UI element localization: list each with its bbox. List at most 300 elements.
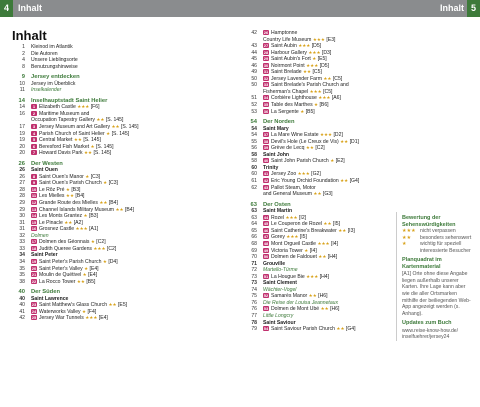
grid-reference: [C3]	[90, 173, 101, 180]
entry-text: Saint Lawrence	[31, 295, 69, 302]
rating-stars-icon: ★	[65, 186, 70, 192]
poi-number-badge: 18	[31, 245, 37, 251]
entry-text: Trinity	[263, 164, 279, 171]
entry-text: Pallot Steam, Motor	[271, 184, 316, 191]
grid-reference: [D1]	[349, 138, 359, 145]
poi-number-badge: 23	[31, 302, 37, 308]
rating-stars-icon: ★★★	[75, 226, 88, 232]
poi-number-badge: 54	[263, 326, 269, 332]
grid-reference: [E4]	[98, 315, 108, 322]
page-number: 40	[19, 295, 25, 302]
entry-title	[263, 191, 333, 198]
page-number: 42	[251, 30, 257, 36]
page-number: 53	[251, 108, 257, 115]
entry-text: Saint Mary	[263, 125, 289, 132]
grid-reference: [B3]	[88, 213, 98, 220]
entry-text: Country Life Museum	[263, 36, 312, 43]
page-number: 54	[251, 132, 257, 139]
rating-stars-icon: ★	[300, 108, 305, 114]
grid-reference: [F4]	[87, 308, 97, 315]
page-number: 68	[251, 240, 257, 247]
rating-stars-icon: ★★	[76, 278, 85, 284]
page-number: 56	[251, 145, 257, 152]
entry-text: Howard Davis Park	[39, 150, 83, 157]
entry-text: Unsere Lieblingsorte	[31, 57, 78, 64]
rating-description: nicht verpassen	[420, 228, 456, 235]
entry-text: Harbour Gallery	[271, 49, 307, 56]
page-number: 63	[251, 208, 257, 215]
poi-number-badge: 7	[32, 150, 36, 156]
poi-number-badge: 35	[263, 102, 269, 108]
rating-stars-icon: ★	[330, 158, 335, 164]
page-number: 62	[251, 184, 257, 191]
page-number: 45	[251, 56, 257, 63]
grid-reference: [I2]	[298, 214, 307, 221]
rating-stars-icon: ★★	[65, 193, 74, 199]
rating-stars-icon: ★★★	[93, 245, 106, 251]
poi-number-badge: 33	[263, 82, 269, 88]
rating-stars-icon: ★	[106, 130, 111, 136]
poi-number-badge: 15	[31, 219, 37, 225]
entry-text: Les Mielles	[39, 193, 65, 200]
poi-number-badge: 52	[263, 293, 269, 299]
grid-reference: [C2]	[96, 239, 106, 246]
poi-number-badge: 17	[31, 239, 37, 245]
grid-reference: [B6]	[319, 102, 329, 109]
page-number-right: 5	[467, 0, 480, 17]
entry-text: Saint Brelade	[271, 69, 302, 76]
page-number: 76	[251, 306, 257, 313]
page-number: 63	[251, 214, 257, 221]
toc-column-left	[10, 44, 210, 322]
page-number: 40	[18, 289, 25, 296]
entry-text: La Mare Wine Estate	[271, 132, 319, 139]
rating-stars-icon: ★★★	[318, 95, 331, 101]
grid-reference: [A1]	[89, 226, 99, 233]
poi-number-badge: 27	[263, 43, 269, 49]
page-number: 44	[251, 49, 257, 56]
grid-reference: [S. 145]	[83, 137, 101, 144]
poi-number-badge: 4	[32, 130, 36, 136]
entry-text: Fisherman's Chapel	[263, 88, 309, 95]
page-number: 58	[251, 158, 257, 165]
entry-text: Saint Aubin	[271, 43, 297, 50]
entry-text: Les Monts Grantez	[39, 213, 83, 220]
entry-text: Saint Saviour Parish Church	[271, 326, 335, 333]
entry-text: Devil's Hole (Le Creux de Vis)	[271, 138, 339, 145]
entry-text: Saint Saviour	[263, 319, 296, 326]
entry-text: Jersey War Tunnels	[39, 315, 84, 322]
entry-text: Saint Matthew's Glass Church	[39, 302, 108, 309]
poi-number-badge: 3	[32, 124, 36, 130]
entry-text: Saint Peter	[31, 252, 58, 259]
rating-stars-icon: ★★★	[298, 43, 311, 49]
grid-reference: [B5]	[305, 108, 315, 115]
rating-stars-icon: ★	[83, 213, 88, 219]
rating-stars-icon: ★★★	[309, 88, 322, 94]
poi-number-badge: 16	[31, 226, 37, 232]
grid-reference: [D5]	[311, 43, 322, 50]
page-number: 19	[19, 137, 25, 144]
page-number: 42	[19, 315, 25, 322]
rating-stars-icon: ★★	[338, 227, 347, 233]
grid-reference: [S. 145]	[111, 130, 130, 137]
page-number: 38	[19, 278, 25, 285]
rating-stars-icon: ★★	[64, 219, 73, 225]
poi-number-badge: 22	[31, 278, 37, 284]
poi-number-badge: 21	[31, 272, 37, 278]
entry-text: Saint Ouen's Parish Church	[39, 180, 102, 187]
rating-stars-icon: ★★	[84, 150, 93, 156]
poi-number-badge: 38	[263, 138, 269, 144]
rating-stars-icon: ★	[82, 272, 87, 278]
entry-text: Inselkalender	[31, 87, 62, 94]
grid-reference: [C2]	[106, 245, 117, 252]
page-number: 69	[251, 247, 257, 254]
poi-number-badge: 36	[263, 108, 269, 114]
entry-text: Saint Peter's Valley	[39, 265, 83, 272]
page-number: 28	[19, 193, 25, 200]
page-number: 29	[19, 200, 25, 207]
rating-stars-icon: ★	[90, 143, 95, 149]
entry-text: Noirmont Point	[271, 62, 305, 69]
entry-text: Dolmen de Faldouet	[271, 254, 317, 261]
grid-reference: [G4]	[349, 178, 360, 185]
page-number: 71	[251, 260, 257, 267]
entry-title	[263, 326, 356, 333]
page-number: 75	[251, 293, 257, 300]
page-number: 34	[19, 258, 25, 265]
entry-text: Wächter-Vogel	[263, 286, 297, 293]
entry-text: Dolmen	[31, 232, 49, 239]
entry-text: La Sergente	[271, 108, 299, 115]
page-number: 35	[19, 272, 25, 279]
grid-reference: [A2]	[73, 219, 83, 226]
grid-reference: [A6]	[331, 95, 341, 102]
entry-text: Mont Orgueil Castle	[271, 240, 317, 247]
page-title: Inhalt	[12, 28, 47, 43]
grid-text: [A1] Orte ohne diese Angabe liegen außerhalb unserer Karten. Ihre Lage kann aber wie die aller Ortsmarken mithilfe der beiliegenden Web-App angezeigt werden (s. Anhang).	[402, 271, 471, 317]
grid-reference: [C2]	[315, 145, 325, 152]
rating-legend-item	[402, 241, 472, 254]
page-number: 26	[19, 173, 25, 180]
rating-stars-icon: ★★	[303, 69, 312, 75]
poi-number-badge: 8	[32, 173, 36, 179]
page-number: 26	[19, 167, 25, 174]
grid-reference: [G3]	[322, 191, 333, 198]
page-number: 72	[251, 267, 257, 274]
grid-reference: [E5]	[118, 302, 128, 309]
page-number: 1	[22, 44, 25, 50]
grid-reference: [B4]	[124, 206, 135, 213]
page-number: 76	[251, 299, 257, 306]
poi-number-badge: 12	[31, 200, 37, 206]
entry-text: Saint John	[263, 151, 290, 158]
header-label-right: Inhalt	[440, 3, 464, 13]
poi-number-badge: 28	[263, 49, 269, 55]
rating-stars-icon: ★★	[320, 306, 329, 312]
entry-text: La Hougue Bie	[271, 273, 305, 280]
page-number: 52	[251, 102, 257, 109]
grid-reference: [H4]	[319, 273, 329, 280]
grid-reference: [G4]	[345, 326, 356, 333]
grid-reference: [E2]	[335, 158, 345, 165]
rating-description: wichtig für speziell interessierte Besucher	[420, 241, 471, 254]
entry-text: Saint Peter's Parish Church	[39, 258, 102, 265]
page-number: 63	[250, 201, 257, 208]
poi-number-badge: 51	[263, 273, 269, 279]
entry-text: Inselhauptstadt Saint Helier	[31, 97, 108, 104]
page-number: 43	[251, 43, 257, 50]
rating-stars-icon: ★★★	[402, 228, 416, 235]
page-number: 10	[19, 80, 25, 87]
rating-stars-icon: ★	[82, 308, 87, 314]
rating-stars-icon: ★	[102, 258, 107, 264]
grid-reference: [H6]	[318, 293, 328, 300]
page-number: 31	[19, 226, 25, 233]
grid-reference: [E4]	[88, 272, 98, 279]
entry-text: Saint Brelade's Parish Church and	[271, 82, 349, 89]
entry-text: Grande Route des Mielles	[39, 200, 98, 207]
poi-number-badge: 46	[263, 227, 269, 233]
poi-number-badge: 44	[263, 214, 269, 220]
rating-list	[402, 228, 472, 254]
entry-text: Jersey entdecken	[31, 74, 80, 81]
page-number: 2	[22, 50, 25, 57]
rating-stars-icon: ★★	[323, 221, 332, 227]
poi-number-badge: 39	[263, 145, 269, 151]
rating-stars-icon: ★★	[115, 206, 124, 212]
page-number: 50	[251, 75, 257, 82]
poi-number-badge: 43	[263, 184, 269, 190]
page-number: 50	[251, 82, 257, 89]
page-number: 58	[251, 151, 257, 158]
rating-stars-icon: ★★	[402, 234, 412, 241]
grid-reference: [S. 145]	[93, 150, 112, 157]
page-number: 33	[19, 245, 25, 252]
entry-text: Kleinod im Atlantik	[31, 44, 73, 50]
page-number: 51	[251, 95, 257, 102]
grid-reference: [I5]	[332, 221, 340, 228]
poi-number-badge: 34	[263, 95, 269, 101]
grid-reference: [I4]	[330, 240, 339, 247]
grid-reference: [B4]	[75, 193, 85, 200]
entry-text: Victoria Tower	[271, 247, 303, 254]
grid-reference: [H6]	[330, 306, 340, 313]
poi-number-badge: 24	[31, 308, 37, 314]
rating-description: besonders sehenswert	[420, 234, 472, 241]
entry-text: Martello-Türme	[263, 267, 298, 274]
entry-text: La Rocco Tower	[39, 278, 76, 285]
grid-reference: [E5]	[317, 56, 327, 63]
entry-text: Maritime Museum and	[39, 110, 90, 117]
entry-text: Saint Ouen	[31, 167, 58, 174]
page-number: 34	[19, 252, 25, 259]
page-number: 46	[251, 62, 257, 69]
page-number: 29	[19, 206, 25, 213]
entry-text: Waterworks Valley	[39, 308, 81, 315]
entry-text: Der Süden	[31, 289, 60, 296]
page-number: 28	[19, 186, 25, 193]
grid-reference: [S. 145]	[120, 124, 139, 131]
entry-text: Saint John Parish Church	[271, 158, 329, 165]
poi-number-badge: 14	[31, 213, 37, 219]
page-number: 35	[19, 265, 25, 272]
grid-reference: [S. 145]	[96, 143, 114, 150]
rating-stars-icon: ★★★	[286, 234, 299, 240]
entry-text: Rozel	[271, 214, 285, 221]
entry-text: Grouville	[263, 260, 286, 267]
poi-number-badge: 41	[263, 171, 269, 177]
entry-text: Dolmen des Géonnais	[39, 239, 90, 246]
poi-number-badge: 45	[263, 221, 269, 227]
poi-number-badge: 10	[31, 186, 37, 192]
entry-text: Der Westen	[31, 160, 63, 167]
grid-reference: [D2]	[333, 132, 343, 139]
page-number: 8	[22, 63, 25, 70]
rating-stars-icon: ★★	[340, 178, 349, 184]
rating-stars-icon: ★	[85, 173, 90, 179]
page-number: 61	[251, 178, 257, 185]
poi-number-badge: 37	[263, 132, 269, 138]
page-number: 64	[251, 221, 257, 228]
rating-stars-icon: ★	[304, 247, 309, 253]
poi-number-badge: 6	[32, 143, 36, 149]
grid-reference: [S. 145]	[105, 117, 124, 124]
entry-text: Jersey Lavender Farm	[271, 75, 322, 82]
entry-text: Le Rôz Pré	[39, 186, 65, 193]
updates-title: Updates zum Buch	[402, 320, 452, 327]
entry-text: Benutzungshinweise	[31, 63, 78, 70]
page-number: 20	[19, 143, 25, 150]
poi-number-badge: 5	[32, 137, 36, 143]
entry-text: Samarès Manor	[271, 293, 308, 300]
page-number: 30	[19, 213, 25, 220]
page-number: 74	[251, 286, 257, 293]
entry-text: Corbière Lighthouse	[271, 95, 317, 102]
grid-reference: [C5]	[332, 75, 343, 82]
poi-number-badge: 9	[32, 180, 36, 186]
entry-text: Table des Marthes	[271, 102, 313, 109]
poi-number-badge: 50	[263, 254, 269, 260]
page-number: 11	[19, 87, 25, 94]
grid-reference: [G2]	[311, 171, 321, 178]
rating-stars-icon: ★	[84, 265, 89, 271]
rating-stars-icon: ★★	[305, 145, 314, 151]
rating-stars-icon: ★★	[111, 124, 120, 130]
page-number: 55	[251, 138, 257, 145]
rating-stars-icon: ★★★	[306, 62, 319, 68]
entry-text: Dolmen de Mont Ubé	[271, 306, 320, 313]
rating-stars-icon: ★★	[108, 302, 117, 308]
entry-text: Beresford Fish Market	[39, 143, 90, 150]
rating-stars-icon: ★★★	[308, 49, 321, 55]
rating-stars-icon: ★	[314, 102, 319, 108]
rating-stars-icon: ★★★	[312, 36, 325, 42]
toc-entry[interactable]	[10, 315, 210, 322]
poi-number-badge: 42	[263, 178, 269, 184]
toc-entry[interactable]	[242, 326, 392, 333]
rating-stars-icon: ★★	[96, 117, 105, 123]
entry-title	[31, 279, 95, 286]
page-number: 54	[250, 119, 257, 126]
poi-number-badge: 13	[31, 206, 37, 212]
entry-text: Parish Church of Saint Helier	[39, 130, 105, 137]
page-number: 73	[251, 273, 257, 280]
entry-text: Occupation Tapestry Gallery	[31, 117, 95, 124]
page-number: 79	[251, 326, 257, 333]
page-header	[0, 0, 480, 17]
grid-reference: [B4]	[108, 200, 118, 207]
entry-text: Hamptonne	[271, 30, 298, 36]
entry-title	[263, 109, 315, 116]
page-number: 49	[251, 69, 257, 76]
page-number: 70	[251, 254, 257, 261]
grid-reference: [E4]	[89, 265, 99, 272]
entry-text: Die Reise der Louisa Jeannetaux	[263, 299, 339, 306]
page-number	[242, 191, 257, 198]
page-number: 14	[18, 97, 25, 104]
page-number: 65	[251, 227, 257, 234]
poi-number-badge: 1	[32, 104, 36, 110]
poi-number-badge: 31	[263, 69, 269, 75]
rating-title: Bewertung der Sehenswürdigkeiten	[402, 215, 456, 228]
rating-stars-icon: ★★★	[77, 104, 90, 110]
poi-number-badge: 30	[263, 62, 269, 68]
rating-stars-icon: ★★★	[85, 315, 98, 321]
header-label-left: Inhalt	[18, 3, 42, 13]
grid-reference: [C5]	[312, 69, 322, 76]
rating-stars-icon: ★★	[73, 137, 82, 143]
page-number: 27	[19, 180, 25, 187]
entry-text: Moulin de Quétivel	[39, 272, 82, 279]
page-number: 31	[19, 219, 25, 226]
entry-text: Eric Young Orchid Foundation	[271, 178, 339, 185]
entry-text: Saint Catherine's Breakwater	[271, 227, 337, 234]
rating-stars-icon: ★	[90, 239, 95, 245]
page-number: 60	[251, 164, 257, 171]
poi-number-badge: 26	[263, 30, 269, 35]
grid-reference: [B5]	[86, 278, 96, 285]
grid-reference: [I5]	[299, 234, 307, 241]
page-number: 16	[19, 110, 25, 117]
page-number: 20	[19, 150, 25, 157]
entry-text: Gorey	[271, 234, 285, 241]
rating-stars-icon: ★★★	[285, 214, 298, 220]
grid-reference: [D4]	[108, 258, 118, 265]
page-number: 32	[19, 232, 25, 239]
page-number: 60	[251, 171, 257, 178]
entry-title	[31, 87, 61, 94]
entry-text: Grosnez Castle	[39, 226, 75, 233]
poi-number-badge: 53	[263, 306, 269, 312]
updates-url[interactable]: www.reise-know-how.de/ inselfuehrer/jersey24	[402, 327, 459, 341]
rating-stars-icon: ★★	[308, 293, 317, 299]
grid-reference: [I4]	[309, 247, 317, 254]
entry-text: Le Pinacle	[39, 219, 63, 226]
grid-title: Planquadrat im Kartenmaterial	[402, 257, 442, 270]
entry-text: Jersey Zoo	[271, 171, 297, 178]
grid-reference: [D5]	[319, 62, 329, 69]
grid-reference: [F6]	[90, 104, 100, 111]
grid-reference: [H4]	[327, 254, 338, 261]
entry-text: Der Norden	[263, 119, 295, 126]
page-number: 40	[19, 302, 25, 309]
rating-stars-icon: ★★	[323, 75, 332, 81]
entry-title	[31, 315, 108, 322]
rating-stars-icon: ★	[312, 56, 317, 62]
poi-number-badge: 11	[31, 193, 37, 199]
